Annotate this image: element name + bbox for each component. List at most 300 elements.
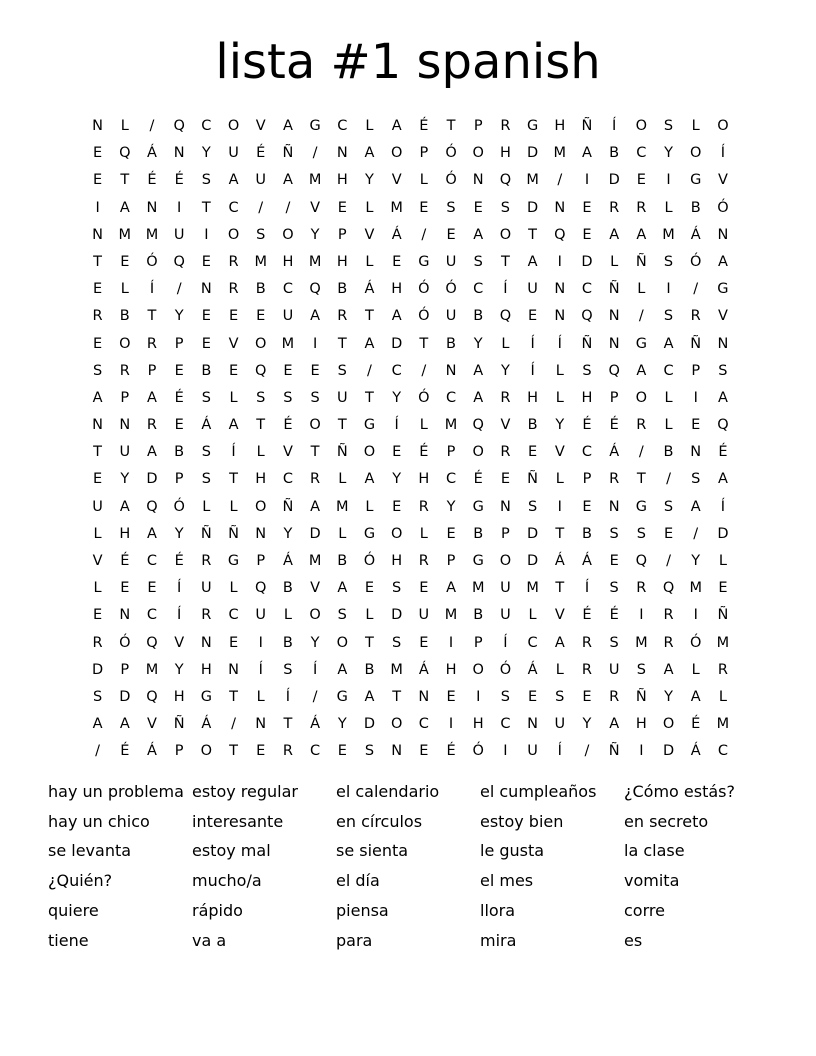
grid-letter: U <box>608 661 620 678</box>
grid-letter: Í <box>503 634 508 651</box>
grid-letter: R <box>282 743 293 760</box>
grid-letter: R <box>717 661 728 678</box>
grid-letter: H <box>499 145 511 162</box>
grid-row <box>84 738 738 765</box>
grid-letter: P <box>337 226 347 243</box>
grid-letter: Ó <box>690 253 702 270</box>
grid-letter: P <box>256 553 266 569</box>
grid-letter: V <box>554 444 565 461</box>
grid-row <box>84 439 738 466</box>
grid-letter: L <box>365 253 374 270</box>
grid-letter: U <box>228 145 239 162</box>
grid-letter: H <box>391 553 403 569</box>
grid-letter: Q <box>146 688 158 705</box>
grid-letter: S <box>337 362 347 379</box>
grid-letter: H <box>336 253 348 270</box>
grid-letter: E <box>228 362 239 379</box>
grid-letter: V <box>310 580 321 597</box>
grid-letter: C <box>445 471 457 488</box>
grid-letter: U <box>255 607 267 624</box>
grid-letter: C <box>146 553 158 569</box>
grid-letter: Y <box>283 525 293 542</box>
grid-letter: M <box>145 226 159 243</box>
grid-row <box>84 494 738 521</box>
grid-letter: O <box>499 226 512 243</box>
grid-letter: Í <box>584 580 590 597</box>
grid-letter: É <box>120 553 130 569</box>
grid-letter: S <box>500 199 511 216</box>
grid-letter: P <box>501 525 510 542</box>
grid-letter: S <box>663 118 674 134</box>
grid-letter: D <box>527 145 539 162</box>
grid-letter: N <box>499 498 511 515</box>
grid-letter: E <box>528 688 538 705</box>
grid-letter: S <box>663 498 674 515</box>
word-list-item: el cumpleaños <box>480 782 597 801</box>
grid-letter: B <box>690 199 701 216</box>
grid-letter: N <box>92 417 104 434</box>
grid-letter: D <box>581 253 593 270</box>
word-column <box>48 777 192 955</box>
grid-row <box>84 113 738 140</box>
grid-letter: I <box>448 716 454 733</box>
grid-letter: O <box>662 716 675 733</box>
grid-letter: Q <box>255 580 267 597</box>
grid-letter: T <box>229 471 238 488</box>
grid-letter: R <box>119 362 130 379</box>
grid-letter: D <box>527 525 539 542</box>
grid-letter: M <box>444 417 458 434</box>
grid-letter: T <box>555 580 565 597</box>
word-list-item: piensa <box>336 900 389 920</box>
grid-letter: I <box>639 607 644 624</box>
grid-letter: I <box>693 389 698 406</box>
grid-letter: S <box>636 661 646 678</box>
word-list-item: mucho/a <box>192 871 262 891</box>
grid-letter: E <box>337 199 347 216</box>
grid-row <box>84 412 738 439</box>
grid-letter: S <box>201 172 211 189</box>
grid-letter: E <box>419 580 429 597</box>
grid-letter: L <box>229 580 238 597</box>
grid-letter: Q <box>499 172 512 189</box>
grid-letter: C <box>228 199 239 216</box>
grid-letter: Q <box>146 498 158 515</box>
grid-letter: L <box>202 498 211 515</box>
grid-letter: I <box>476 688 481 705</box>
grid-letter: A <box>310 308 321 325</box>
grid-letter: E <box>93 145 103 162</box>
word-list-item: se sienta <box>336 841 409 861</box>
grid-row <box>84 521 738 548</box>
grid-letter: E <box>256 308 266 325</box>
grid-letter: C <box>201 118 212 134</box>
grid-letter: A <box>364 471 375 488</box>
grid-letter: Í <box>177 607 182 624</box>
grid-letter: S <box>446 199 456 216</box>
grid-letter: P <box>120 389 130 406</box>
grid-letter: P <box>174 743 184 760</box>
grid-letter: T <box>93 253 103 270</box>
page-title: lista #1 spanish <box>215 34 601 90</box>
grid-letter: M <box>308 253 322 270</box>
grid-letter: H <box>391 281 403 298</box>
grid-letter: T <box>419 335 429 352</box>
grid-letter: Í <box>312 661 318 678</box>
grid-letter: U <box>500 580 511 597</box>
grid-letter: R <box>690 308 701 325</box>
grid-letter: S <box>527 498 538 515</box>
grid-letter: É <box>120 743 130 760</box>
grid-letter: G <box>363 417 376 434</box>
grid-letter: A <box>473 389 484 406</box>
grid-letter: E <box>337 743 347 760</box>
grid-letter: P <box>473 118 483 134</box>
grid-letter: N <box>554 199 566 216</box>
grid-letter: H <box>200 661 212 678</box>
word-list <box>48 777 768 955</box>
grid-letter: P <box>174 335 184 352</box>
grid-letter: T <box>365 389 374 406</box>
grid-letter: C <box>337 118 348 134</box>
grid-letter: I <box>666 172 671 189</box>
grid-letter: T <box>229 743 238 760</box>
grid-letter: Ó <box>418 308 430 325</box>
grid-letter: R <box>228 253 239 270</box>
grid-letter: A <box>282 118 293 134</box>
grid-letter: N <box>608 335 620 352</box>
grid-letter: L <box>229 498 238 515</box>
grid-letter: Ó <box>418 389 430 406</box>
grid-letter: V <box>282 444 293 461</box>
grid-letter: G <box>227 553 240 569</box>
grid-letter: R <box>92 308 103 325</box>
grid-letter: E <box>93 281 103 298</box>
grid-letter: D <box>146 471 158 488</box>
grid-letter: V <box>500 417 511 434</box>
grid-letter: O <box>472 145 484 162</box>
grid-letter: G <box>309 118 321 134</box>
grid-letter: E <box>446 688 456 705</box>
grid-letter: T <box>337 417 347 434</box>
grid-letter: Ñ <box>690 335 702 352</box>
grid-letter: A <box>92 716 103 733</box>
grid-letter: Ñ <box>282 145 294 162</box>
grid-letter: Á <box>527 661 538 678</box>
grid-letter: B <box>663 444 674 461</box>
grid-letter: Í <box>720 498 726 515</box>
word-list-item: el calendario <box>336 782 440 801</box>
grid-letter: Ñ <box>581 118 593 134</box>
grid-letter: / <box>312 688 318 705</box>
grid-letter: R <box>663 607 674 624</box>
grid-letter: G <box>635 498 647 515</box>
grid-letter: A <box>364 335 375 352</box>
grid-letter: Ó <box>472 743 484 760</box>
grid-letter: R <box>500 118 511 134</box>
grid-letter: D <box>363 716 376 733</box>
grid-letter: Y <box>201 145 211 162</box>
grid-letter: A <box>717 389 728 406</box>
grid-letter: / <box>666 553 671 569</box>
grid-letter: Í <box>394 417 399 434</box>
grid-letter: É <box>582 607 592 624</box>
grid-letter: Á <box>282 553 293 569</box>
grid-letter: M <box>281 335 295 352</box>
grid-letter: G <box>635 335 647 352</box>
grid-letter: N <box>527 716 539 733</box>
grid-letter: G <box>200 688 212 705</box>
grid-letter: / <box>367 362 372 379</box>
grid-letter: P <box>691 362 701 379</box>
grid-letter: C <box>418 716 429 733</box>
grid-letter: N <box>119 417 131 434</box>
grid-letter: D <box>717 525 729 542</box>
grid-letter: N <box>228 661 239 678</box>
grid-letter: N <box>336 145 348 162</box>
grid-letter: Y <box>310 634 320 651</box>
grid-letter: A <box>310 498 321 515</box>
grid-letter: / <box>421 226 427 243</box>
grid-letter: O <box>255 498 267 515</box>
grid-letter: E <box>473 199 483 216</box>
grid-letter: N <box>92 118 104 134</box>
grid-letter: T <box>256 417 266 434</box>
grid-letter: I <box>666 281 671 298</box>
grid-letter: M <box>471 580 485 597</box>
grid-letter: O <box>690 145 702 162</box>
word-list-item: mira <box>480 930 517 950</box>
grid-letter: U <box>418 607 430 624</box>
grid-letter: Y <box>473 335 483 352</box>
grid-letter: B <box>364 661 375 678</box>
grid-letter: C <box>391 362 402 379</box>
grid-letter: L <box>338 525 347 542</box>
grid-letter: O <box>309 417 321 434</box>
grid-letter: Ñ <box>581 335 593 352</box>
grid-letter: A <box>228 417 239 434</box>
grid-letter: E <box>528 308 538 325</box>
grid-letter: I <box>557 253 562 270</box>
grid-letter: Y <box>174 308 184 325</box>
grid-letter: N <box>173 145 185 162</box>
grid-letter: S <box>256 226 266 243</box>
grid-letter: L <box>664 417 673 434</box>
grid-letter: I <box>204 226 209 243</box>
grid-letter: A <box>717 471 728 488</box>
grid-letter: R <box>418 553 429 569</box>
grid-letter: T <box>93 444 103 461</box>
grid-letter: É <box>256 145 266 162</box>
grid-letter: Á <box>364 281 375 298</box>
grid-letter: C <box>527 634 538 651</box>
grid-letter: C <box>473 281 484 298</box>
grid-letter: R <box>201 607 212 624</box>
grid-letter: Y <box>392 471 402 488</box>
grid-letter: N <box>119 607 131 624</box>
grid-letter: P <box>174 471 184 488</box>
grid-letter: Y <box>120 471 130 488</box>
grid-letter: Í <box>612 118 617 134</box>
grid-letter: / <box>258 199 264 216</box>
grid-letter: L <box>120 281 129 298</box>
grid-letter: E <box>582 226 592 243</box>
grid-letter: H <box>119 525 131 542</box>
grid-letter: N <box>608 498 620 515</box>
grid-letter: O <box>255 335 267 352</box>
grid-letter: S <box>718 362 728 379</box>
grid-letter: N <box>472 172 484 189</box>
grid-letter: Ó <box>418 281 430 298</box>
grid-letter: Y <box>446 498 456 515</box>
word-list-item: es <box>624 930 643 950</box>
grid-letter: H <box>418 471 430 488</box>
grid-letter: E <box>691 417 701 434</box>
grid-letter: T <box>446 118 456 134</box>
grid-letter: C <box>581 281 593 298</box>
grid-letter: / <box>557 172 563 189</box>
grid-letter: L <box>555 362 564 379</box>
grid-letter: A <box>147 444 157 461</box>
grid-letter: Q <box>309 281 321 298</box>
grid-letter: O <box>200 743 213 760</box>
grid-letter: H <box>472 716 484 733</box>
grid-letter: Á <box>201 716 212 733</box>
grid-letter: C <box>581 444 593 461</box>
grid-letter: T <box>365 634 374 651</box>
grid-letter: É <box>691 716 701 733</box>
grid-row <box>84 195 738 222</box>
grid-row <box>84 684 738 711</box>
grid-letter: H <box>527 389 539 406</box>
grid-letter: G <box>336 688 348 705</box>
grid-letter: / <box>693 281 699 298</box>
word-list-item: en círculos <box>336 811 423 831</box>
grid-letter: N <box>418 688 430 705</box>
grid-letter: O <box>227 226 240 243</box>
grid-letter: M <box>308 553 322 569</box>
grid-letter: M <box>254 253 267 270</box>
grid-letter: A <box>554 634 565 651</box>
grid-letter: O <box>336 634 348 651</box>
grid-letter: B <box>473 525 484 542</box>
grid-letter: H <box>173 688 185 705</box>
grid-letter: R <box>609 688 620 705</box>
grid-row <box>84 303 738 330</box>
grid-letter: / <box>666 471 671 488</box>
grid-letter: S <box>283 389 293 406</box>
grid-letter: L <box>664 199 673 216</box>
grid-letter: B <box>337 553 348 569</box>
grid-letter: Ó <box>445 145 457 162</box>
word-column <box>480 777 624 955</box>
grid-letter: S <box>609 634 619 651</box>
word-list-item: llora <box>480 900 516 920</box>
grid-letter: N <box>255 716 267 733</box>
grid-letter: C <box>146 607 158 624</box>
grid-letter: C <box>282 471 293 488</box>
grid-letter: H <box>635 716 647 733</box>
word-list-item: estoy bien <box>480 811 564 831</box>
grid-letter: O <box>472 444 484 461</box>
word-column <box>192 777 336 955</box>
word-list-item: la clase <box>624 841 685 861</box>
grid-letter: A <box>609 716 620 733</box>
grid-letter: D <box>527 199 539 216</box>
grid-letter: Q <box>581 308 593 325</box>
grid-letter: V <box>174 634 185 651</box>
grid-letter: R <box>581 634 592 651</box>
grid-letter: Í <box>720 145 726 162</box>
grid-letter: N <box>608 308 620 325</box>
grid-letter: V <box>92 553 103 569</box>
grid-letter: Á <box>582 553 592 569</box>
grid-letter: S <box>201 389 211 406</box>
grid-letter: S <box>256 389 266 406</box>
grid-letter: E <box>582 498 592 515</box>
grid-letter: H <box>554 118 566 134</box>
grid-letter: A <box>582 145 592 162</box>
grid-letter: E <box>228 308 239 325</box>
grid-letter: P <box>147 362 157 379</box>
grid-letter: Y <box>174 661 184 678</box>
grid-letter: P <box>446 553 456 569</box>
grid-letter: R <box>636 199 647 216</box>
grid-letter: D <box>391 335 403 352</box>
grid-row <box>84 602 738 629</box>
grid-letter: P <box>120 661 130 678</box>
grid-letter: Ñ <box>173 716 185 733</box>
grid-letter: A <box>527 253 538 270</box>
grid-letter: S <box>201 471 211 488</box>
grid-letter: Ñ <box>336 444 348 461</box>
grid-letter: E <box>283 362 293 379</box>
grid-letter: É <box>609 607 619 624</box>
grid-letter: V <box>391 172 402 189</box>
grid-letter: A <box>119 716 130 733</box>
grid-letter: A <box>282 172 293 189</box>
grid-letter: P <box>446 444 456 461</box>
grid-letter: A <box>446 580 456 597</box>
grid-letter: Ñ <box>608 743 620 760</box>
grid-letter: Q <box>173 118 185 134</box>
grid-letter: A <box>337 661 348 678</box>
grid-letter: Á <box>310 716 321 733</box>
grid-letter: V <box>228 335 239 352</box>
grid-letter: N <box>200 281 212 298</box>
grid-letter: N <box>717 335 729 352</box>
grid-letter: O <box>282 226 294 243</box>
grid-letter: O <box>119 335 131 352</box>
grid-letter: R <box>500 444 511 461</box>
grid-letter: T <box>636 471 646 488</box>
grid-letter: R <box>581 661 592 678</box>
grid-letter: Á <box>690 226 701 243</box>
grid-row <box>84 548 738 575</box>
grid-letter: E <box>392 444 402 461</box>
grid-letter: E <box>201 253 211 270</box>
grid-letter: V <box>554 607 565 624</box>
word-list-item: se levanta <box>48 841 132 861</box>
grid-letter: H <box>581 389 593 406</box>
letter-grid <box>84 113 738 766</box>
grid-letter: S <box>392 580 402 597</box>
grid-letter: T <box>120 172 130 189</box>
grid-letter: P <box>419 145 429 162</box>
grid-letter: A <box>690 688 701 705</box>
grid-letter: O <box>363 444 376 461</box>
grid-letter: T <box>337 335 347 352</box>
